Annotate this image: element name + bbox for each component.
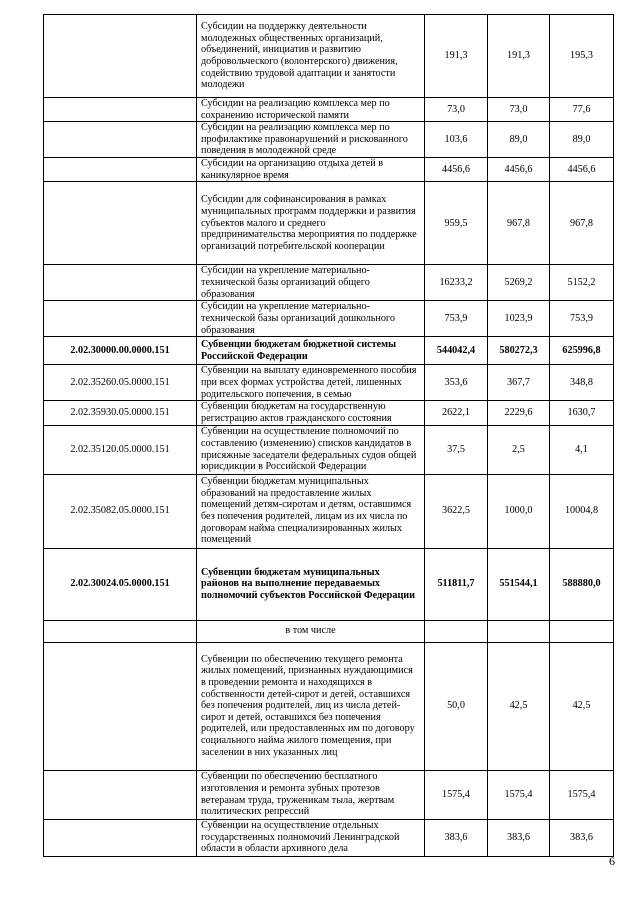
value-cell-1: 544042,4: [425, 337, 488, 365]
table-row: [44, 15, 614, 98]
table-row: [44, 182, 614, 265]
value-cell-3: 4456,6: [550, 158, 614, 182]
budget-code-cell: 2.02.35120.05.0000.151: [44, 425, 197, 474]
budget-code-cell: 2.02.30000.00.0000.151: [44, 337, 197, 365]
value-cell-2: 89,0: [488, 122, 550, 158]
value-cell-2: 1023,9: [488, 301, 550, 337]
table-row: [44, 337, 614, 365]
value-cell-3: 4,1: [550, 425, 614, 474]
value-cell-2: 383,6: [488, 819, 550, 856]
budget-code-cell: [44, 98, 197, 122]
value-cell-3: 42,5: [550, 642, 614, 770]
item-name-cell: Субвенции бюджетам муниципальных образований на предоставление жилых помещений детям-сиротам и детям, оставшимся без попечения родителей, лицам из их числа по договорам найма специализированных жилых помещений: [197, 474, 425, 548]
value-cell-2: 551544,1: [488, 548, 550, 620]
table-row: [44, 770, 614, 819]
table-row: [44, 301, 614, 337]
value-cell-3: 588880,0: [550, 548, 614, 620]
budget-table-body: [44, 15, 614, 857]
budget-code-cell: [44, 770, 197, 819]
budget-code-cell: 2.02.35260.05.0000.151: [44, 365, 197, 401]
value-cell-1: 2622,1: [425, 401, 488, 425]
value-cell-2: 1575,4: [488, 770, 550, 819]
value-cell-1: 959,5: [425, 182, 488, 265]
value-cell-3: [550, 620, 614, 642]
value-cell-1: 353,6: [425, 365, 488, 401]
value-cell-1: 383,6: [425, 819, 488, 856]
budget-table: [43, 14, 614, 857]
budget-code-cell: [44, 642, 197, 770]
item-name-cell: Субсидии на реализацию комплекса мер по сохранению исторической памяти: [197, 98, 425, 122]
table-row: [44, 642, 614, 770]
value-cell-2: 191,3: [488, 15, 550, 98]
budget-code-cell: [44, 301, 197, 337]
value-cell-3: 753,9: [550, 301, 614, 337]
budget-code-cell: [44, 265, 197, 301]
value-cell-3: 89,0: [550, 122, 614, 158]
table-row: [44, 474, 614, 548]
item-name-cell: Субсидии на организацию отдыха детей в каникулярное время: [197, 158, 425, 182]
table-row: [44, 548, 614, 620]
item-name-cell: Субсидии на реализацию комплекса мер по профилактике правонарушений и рискованного поведения в молодежной среде: [197, 122, 425, 158]
value-cell-3: 195,3: [550, 15, 614, 98]
value-cell-1: 50,0: [425, 642, 488, 770]
item-name-cell: Субсидии на укрепление материально-технической базы организаций дошкольного образования: [197, 301, 425, 337]
value-cell-1: 191,3: [425, 15, 488, 98]
budget-code-cell: [44, 182, 197, 265]
value-cell-1: 3622,5: [425, 474, 488, 548]
value-cell-2: 580272,3: [488, 337, 550, 365]
item-name-cell: в том числе: [197, 620, 425, 642]
budget-code-cell: [44, 15, 197, 98]
value-cell-1: 16233,2: [425, 265, 488, 301]
item-name-cell: Субсидии на поддержку деятельности молодежных общественных организаций, объединений, инициатив и развитию добровольческого (волонтерского) движения, содействию трудовой адаптации и занятости молодежи: [197, 15, 425, 98]
item-name-cell: Субсидии на укрепление материально-технической базы организаций общего образования: [197, 265, 425, 301]
value-cell-1: 4456,6: [425, 158, 488, 182]
page-number: 6: [609, 854, 615, 868]
value-cell-1: 511811,7: [425, 548, 488, 620]
item-name-cell: Субвенции бюджетам муниципальных районов на выполнение передаваемых полномочий субъектов Российской Федерации: [197, 548, 425, 620]
item-name-cell: Субвенции по обеспечению текущего ремонта жилых помещений, признанных нуждающимися в проведении ремонта и находящихся в собственности детей-сирот и детей, оставшихся без попечения родителей, лиц из числа детей-сирот и детей, оставшихся без попечения родителей, или предоставленных им по договору социального найма жилого помещения, при заселении в них указанных лиц: [197, 642, 425, 770]
table-row: [44, 265, 614, 301]
value-cell-2: 967,8: [488, 182, 550, 265]
value-cell-3: 1575,4: [550, 770, 614, 819]
item-name-cell: Субвенции на осуществление полномочий по составлению (изменению) списков кандидатов в присяжные заседатели федеральных судов общей юрисдикции в Российской Федерации: [197, 425, 425, 474]
value-cell-1: 73,0: [425, 98, 488, 122]
value-cell-2: 1000,0: [488, 474, 550, 548]
budget-code-cell: 2.02.30024.05.0000.151: [44, 548, 197, 620]
value-cell-3: 77,6: [550, 98, 614, 122]
table-row: [44, 425, 614, 474]
value-cell-3: 348,8: [550, 365, 614, 401]
value-cell-1: 1575,4: [425, 770, 488, 819]
value-cell-3: 1630,7: [550, 401, 614, 425]
table-row: [44, 620, 614, 642]
value-cell-3: 625996,8: [550, 337, 614, 365]
table-row: [44, 98, 614, 122]
value-cell-1: 37,5: [425, 425, 488, 474]
item-name-cell: Субсидии для софинансирования в рамках муниципальных программ поддержки и развития субъектов малого и среднего предпринимательства мероприятия по поддержке организаций потребительской кооперации: [197, 182, 425, 265]
value-cell-1: [425, 620, 488, 642]
value-cell-2: 2,5: [488, 425, 550, 474]
value-cell-2: 367,7: [488, 365, 550, 401]
table-row: [44, 158, 614, 182]
value-cell-3: 967,8: [550, 182, 614, 265]
budget-code-cell: 2.02.35082.05.0000.151: [44, 474, 197, 548]
value-cell-2: [488, 620, 550, 642]
table-row: [44, 365, 614, 401]
budget-code-cell: [44, 122, 197, 158]
item-name-cell: Субвенции бюджетам на государственную регистрацию актов гражданского состояния: [197, 401, 425, 425]
table-row: [44, 401, 614, 425]
item-name-cell: Субвенции бюджетам бюджетной системы Российской Федерации: [197, 337, 425, 365]
table-row: [44, 122, 614, 158]
value-cell-2: 73,0: [488, 98, 550, 122]
budget-code-cell: 2.02.35930.05.0000.151: [44, 401, 197, 425]
value-cell-2: 2229,6: [488, 401, 550, 425]
value-cell-1: 103,6: [425, 122, 488, 158]
value-cell-2: 4456,6: [488, 158, 550, 182]
value-cell-3: 10004,8: [550, 474, 614, 548]
table-row: [44, 819, 614, 856]
budget-code-cell: [44, 158, 197, 182]
value-cell-3: 5152,2: [550, 265, 614, 301]
item-name-cell: Субвенции на осуществление отдельных государственных полномочий Ленинградской области в области архивного дела: [197, 819, 425, 856]
item-name-cell: Субвенции на выплату единовременного пособия при всех формах устройства детей, лишенных родительского попечения, в семью: [197, 365, 425, 401]
budget-code-cell: [44, 620, 197, 642]
value-cell-3: 383,6: [550, 819, 614, 856]
value-cell-2: 42,5: [488, 642, 550, 770]
budget-code-cell: [44, 819, 197, 856]
item-name-cell: Субвенции по обеспечению бесплатного изготовления и ремонта зубных протезов ветеранам труда, труженикам тыла, жертвам политических репрессий: [197, 770, 425, 819]
value-cell-2: 5269,2: [488, 265, 550, 301]
value-cell-1: 753,9: [425, 301, 488, 337]
